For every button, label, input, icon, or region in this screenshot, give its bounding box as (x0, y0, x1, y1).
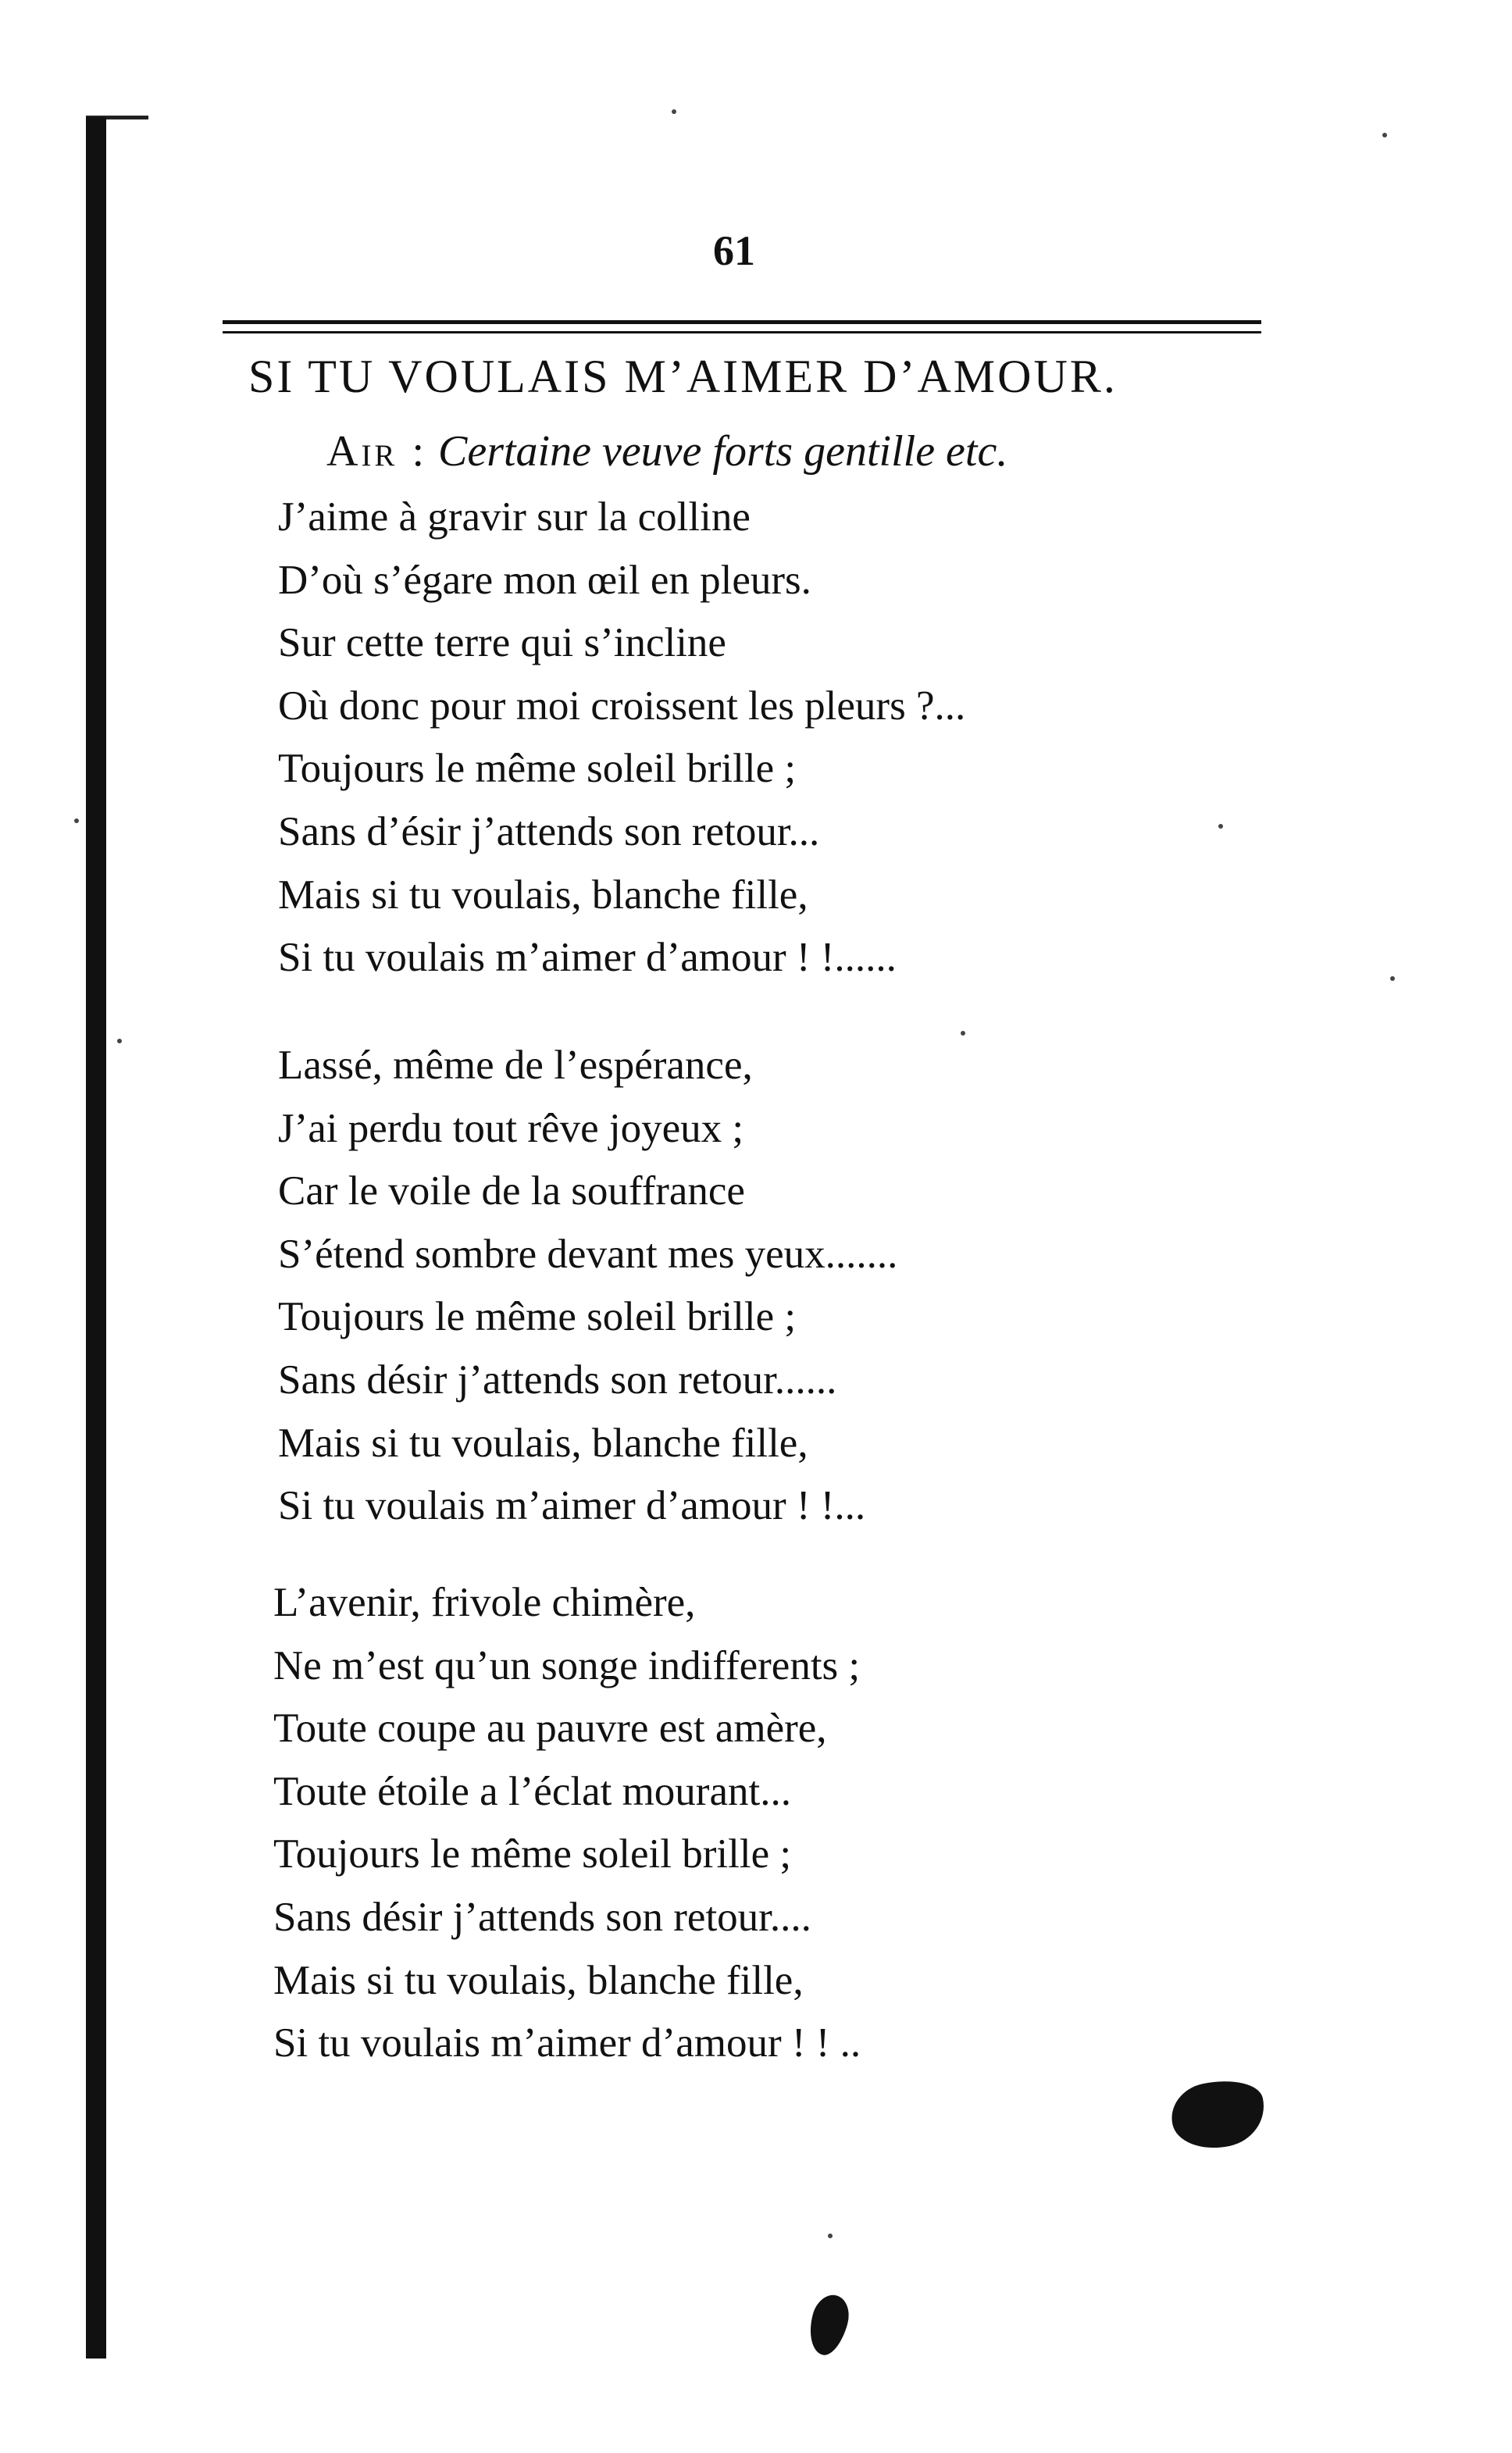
binding-edge (86, 117, 106, 2359)
verse-line: L’avenir, frivole chimère, (273, 1580, 696, 1625)
verse-line: D’où s’égare mon œil en pleurs. (278, 557, 811, 603)
verse-line: Sur cette terre qui s’incline (278, 620, 726, 666)
paper-speck (961, 1031, 965, 1036)
verse-line: Car le voile de la souffrance (278, 1168, 745, 1214)
verse-line: Toujours le même soleil brille ; (278, 1294, 797, 1340)
verse-line: Ne m’est qu’un songe indifferents ; (273, 1642, 861, 1688)
verse-line: Sans désir j’attends son retour...... (278, 1357, 837, 1403)
ink-blot (1165, 2072, 1271, 2156)
verse-line: Sans d’ésir j’attends son retour... (278, 808, 820, 854)
verse-line: Si tu voulais m’aimer d’amour ! !... (278, 1483, 866, 1529)
song-title: SI TU VOULAIS M’AIMER D’AMOUR. (248, 351, 1118, 402)
verse-line: Toujours le même soleil brille ; (278, 746, 797, 792)
verse-line: J’aime à gravir sur la colline (278, 494, 751, 540)
verse-line: Si tu voulais m’aimer d’amour ! ! .. (273, 2020, 861, 2066)
verse-line: S’étend sombre devant mes yeux....... (278, 1231, 898, 1277)
air-tune: Certaine veuve forts gentille etc. (438, 427, 1008, 476)
paper-speck (828, 2234, 833, 2238)
stanza-2 (278, 1034, 897, 1538)
ink-blot (804, 2291, 854, 2359)
verse-line: Si tu voulais m’aimer d’amour ! !...... (278, 935, 897, 981)
stanza-1 (278, 486, 965, 989)
verse-line: Sans désir j’attends son retour.... (273, 1894, 811, 1940)
air-label: Air : (326, 427, 427, 476)
verse-line: Où donc pour moi croissent les pleurs ?... (278, 683, 966, 729)
verse-line: Mais si tu voulais, blanche fille, (278, 872, 808, 918)
paper-speck (1218, 824, 1223, 829)
verse-line: Mais si tu voulais, blanche fille, (278, 1420, 808, 1466)
stanza-3 (273, 1571, 861, 2075)
paper-speck (1382, 133, 1387, 137)
verse-line: J’ai perdu tout rêve joyeux ; (278, 1105, 744, 1151)
header-rule-thick (223, 320, 1261, 324)
air-line (326, 426, 1007, 476)
paper-speck (1390, 976, 1395, 981)
verse-line: Lassé, même de l’espérance, (278, 1043, 753, 1088)
header-rule-thin (223, 331, 1261, 333)
verse-line: Toujours le même soleil brille ; (273, 1831, 792, 1877)
paper-speck (74, 818, 79, 823)
verse-line: Toute étoile a l’éclat mourant... (273, 1768, 791, 1814)
paper-speck (117, 1039, 122, 1043)
paper-speck (672, 109, 676, 114)
verse-line: Toute coupe au pauvre est amère, (273, 1706, 827, 1752)
verse-line: Mais si tu voulais, blanche fille, (273, 1957, 804, 2003)
page-number: 61 (713, 227, 755, 274)
